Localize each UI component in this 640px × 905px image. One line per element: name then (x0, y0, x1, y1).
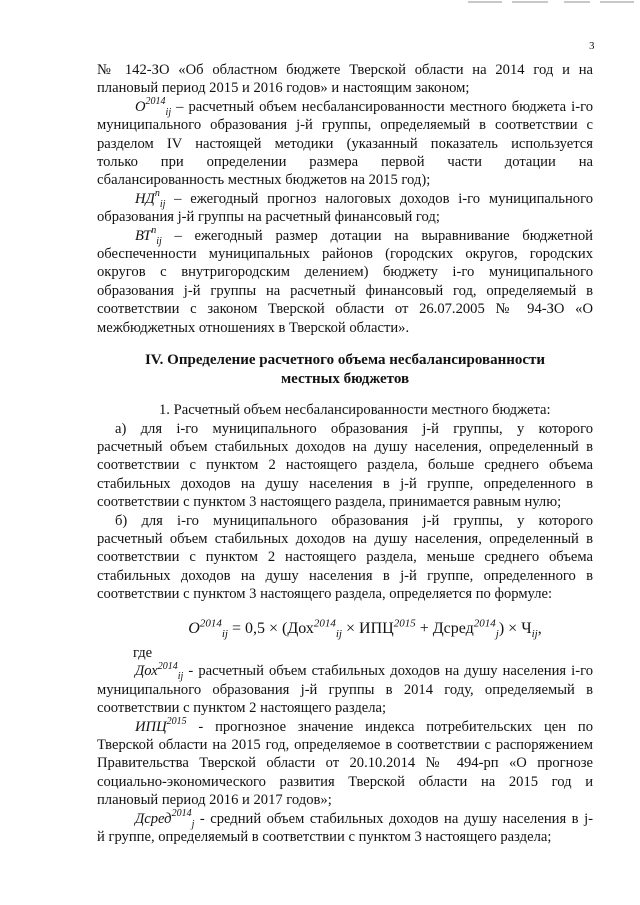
variable-symbol: $ИПЦ^{2015}$ (135, 715, 187, 735)
text-line: муниципального образования j-й группы, определяемый в соответствии с (97, 117, 593, 134)
text-line: расчетный объем стабильных доходов на душу населения, определенный в (97, 530, 593, 547)
definitions-paragraphs (97, 61, 593, 337)
variable-symbol: $НД^п_{ij}$ (135, 187, 166, 210)
section-heading (97, 351, 593, 389)
text-line: № 142-ЗО «Об областном бюджете Тверской области на 2014 год и на (97, 62, 593, 78)
text-line: стабильных доходов на душу населения в j-й группе, определенного в (97, 567, 593, 584)
text-line: плановый период 2015 и 2016 годов» и настоящим законом; (97, 80, 470, 97)
text-line: образования j-й группы на расчетный финансовый год, определяемый в (97, 282, 593, 299)
rules-paragraphs (97, 401, 593, 603)
text-line: соответствии с законом Тверской области от 26.07.2005 № 94-ЗО «О (97, 301, 593, 318)
text-line: соответствии с пунктом 3 настоящего раздела, определяется по формуле: (97, 586, 553, 603)
text-line: соответствии с пунктом 3 настоящего раздела, принимается равным нулю; (97, 494, 562, 511)
text-line: соответствии с пунктом 2 настоящего раздела, больше среднего объема (97, 457, 593, 474)
variable-definitions (97, 662, 593, 846)
variable-symbol: $O^{2014}_{ij}$ (135, 95, 172, 118)
text-line: плановый период 2016 и 2017 годов»; (97, 792, 332, 809)
text-line: обеспеченности муниципальных районов (городских округов, городских (97, 246, 593, 263)
text-line: разделом IV настоящей методики (указанный показатель используется (97, 135, 593, 152)
text-line: Правительства Тверской области от 20.10.2014 № 494-рп «О прогнозе (97, 755, 593, 772)
text-line: стабильных доходов на душу населения в j-й группе, определенного в (97, 475, 593, 492)
text-line: а) для i-го муниципального образования j-й группы, у которого (115, 420, 593, 437)
text-line: соответствии с пунктом 2 настоящего раздела; (97, 700, 387, 717)
text-line: образования j-й группы на расчетный финансовый год; (97, 209, 440, 226)
text-line: сбалансированность местных бюджетов на 2015 год); (97, 172, 431, 189)
text-line: Дох$^{2014}_{ij}$ - расчетный объем стабильных доходов на душу населения i-го (135, 660, 593, 683)
text-line: расчетный объем стабильных доходов на душу населения, определенный в (97, 438, 593, 455)
text-line: $O^{2014}_{ij}$ – расчетный объем несбалансированности местного бюджета i-го (135, 95, 593, 118)
document-body (97, 61, 593, 846)
page-number: 3 (589, 40, 595, 52)
section-heading-line: IV. Определение расчетного объема несбалансированности (144, 352, 546, 369)
text-line: 1. Расчетный объем несбалансированности местного бюджета: (159, 402, 551, 419)
variable-symbol: $ВТ^п_{ij}$ (135, 224, 162, 247)
text-line: Тверской области на 2015 год, определяемое в соответствии с распоряжением (97, 737, 593, 753)
text-line: й группе, определяемый в соответствии с пунктом 3 настоящего раздела; (97, 829, 552, 846)
text-line: Дсред$^{2014}_j$ - средний объем стабильных доходов на душу населения в j- (135, 807, 593, 830)
text-line: $ВТ^п_{ij}$ – ежегодный размер дотации на выравнивание бюджетной (135, 224, 593, 247)
section-heading-line: местных бюджетов (280, 371, 410, 388)
header-scan-marks (468, 0, 638, 4)
where-label: где (133, 644, 153, 661)
text-line: б) для i-го муниципального образования j-й группы, у которого (115, 512, 593, 529)
variable-symbol: Дсред$^{2014}_j$ (135, 807, 195, 830)
text-line: социально-экономического развития Тверской области на 2015 год и (97, 773, 593, 790)
text-line: соответствии с пунктом 2 настоящего раздела, меньше среднего объема (97, 549, 593, 566)
text-line: $НД^п_{ij}$ – ежегодный прогноз налоговых доходов i-го муниципального (135, 187, 593, 210)
variable-symbol: Дох$^{2014}_{ij}$ (135, 660, 184, 683)
text-line: только при определении размера первой части дотации на (97, 154, 593, 171)
formula: $O^{2014}_{ij} = 0,5 \times (Дох^{2014}_{ij} \times ИПЦ^{2015}$ + Дсред$^{2014}_j$) × $Ч_{ij}$, (188, 617, 542, 640)
text-line: межбюджетных отношениях в Тверской области». (97, 319, 410, 336)
text-line: муниципального образования j-й группы в 2014 году, определяемый в (97, 681, 593, 698)
text-line: округов с внутригородским делением) бюджету i-го муниципального (97, 264, 593, 281)
text-line: $ИПЦ^{2015}$ - прогнозное значение индекса потребительских цен по (135, 715, 593, 735)
